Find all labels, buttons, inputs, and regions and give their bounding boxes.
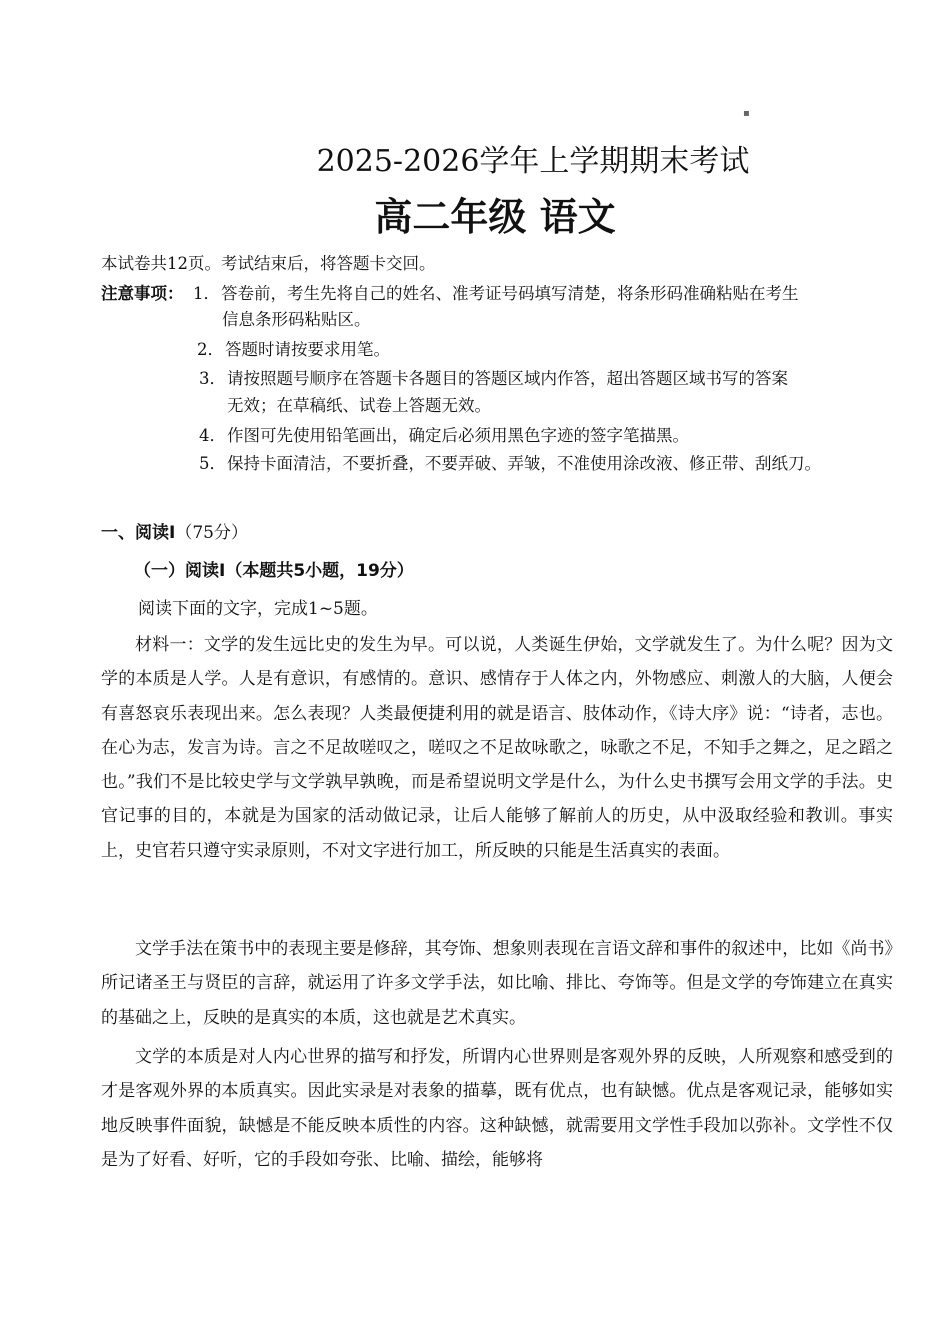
- note-item-3-cont: 无效；在草稿纸、试卷上答题无效。: [227, 396, 491, 415]
- notes-label: 注意事项：: [101, 284, 184, 303]
- paragraph-text: 材料一：文学的发生远比史的发生为早。可以说，人类诞生伊始，文学就发生了。为什么呢？因为文学的本质是人学。人是有意识，有感情的。意识、感情存于人体之内，外物感应、刺激人的大脑，人便会有喜怒哀乐表现出来。怎么表现？人类最便捷利用的就是语言、肢体动作，《诗大序》说：“诗者，志也。在心为志，发言为诗。言之不足故嗟叹之，嗟叹之不足故咏歌之，咏歌之不足，不知手之舞之，足之蹈之也。”我们不是比较史学与文学孰早孰晚，而是希望说明文学是什么，为什么史书撰写会用文学的手法。史官记事的目的，本就是为国家的活动做记录，让后人能够了解前人的历史，从中汲取经验和教训。事实上，史官若只遵守实录原则，不对文字进行加工，所反映的只能是生活真实的表面。: [101, 635, 893, 861]
- passage-paragraph-3: [101, 1040, 893, 1177]
- sub-section-heading: （一）阅读Ⅰ（本题共5小题，19分）: [134, 561, 414, 581]
- note-item-1-cont: 信息条形码粘贴区。: [222, 310, 371, 329]
- note-item-1: [193, 282, 799, 306]
- note-text: 答卷前，考生先将自己的姓名、准考证号码填写清楚，将条形码准确粘贴在考生: [221, 284, 799, 303]
- note-item-3: [199, 367, 788, 391]
- reading-instruction: 阅读下面的文字，完成1~5题。: [138, 599, 378, 619]
- note-text: 答题时请按要求用笔。: [225, 340, 390, 359]
- passage-paragraph-2: [101, 932, 893, 1035]
- exam-title: 2025-2026学年上学期期末考试: [316, 144, 750, 179]
- note-item-4: [199, 424, 689, 448]
- section-heading: [101, 520, 248, 546]
- note-num: 2．: [197, 340, 224, 359]
- subject-title: 高二年级 语文: [374, 195, 616, 239]
- dot-mark: ▪: [743, 108, 750, 119]
- note-num: 5．: [199, 454, 226, 473]
- note-item-2: [197, 338, 390, 362]
- note-num: 4．: [199, 426, 226, 445]
- section-heading-title: 一、阅读Ⅰ: [101, 523, 176, 543]
- passage-paragraph-1: [101, 628, 893, 868]
- note-item-5: [199, 452, 821, 476]
- intro-line: 本试卷共12页。考试结束后，将答题卡交回。: [101, 254, 436, 273]
- note-text: 请按照题号顺序在答题卡各题目的答题区域内作答，超出答题区域书写的答案: [227, 369, 788, 388]
- note-num: 3．: [199, 369, 226, 388]
- paragraph-text: 文学手法在策书中的表现主要是修辞，其夸饰、想象则表现在言语文辞和事件的叙述中，比如《尚书》所记诸圣王与贤臣的言辞，就运用了许多文学手法，如比喻、排比、夸饰等。但是文学的夸饰建立在真实的基础之上，反映的是真实的本质，这也就是艺术真实。: [101, 939, 893, 1028]
- section-heading-score: （75分）: [175, 523, 248, 543]
- paragraph-text: 文学的本质是对人内心世界的描写和抒发，所谓内心世界则是客观外界的反映，人所观察和感受到的才是客观外界的本质真实。因此实录是对表象的描摹，既有优点，也有缺憾。优点是客观记录，能够如实地反映事件面貌，缺憾是不能反映本质性的内容。这种缺憾，就需要用文学性手段加以弥补。文学性不仅是为了好看、好听，它的手段如夸张、比喻、描绘，能够将: [101, 1047, 893, 1170]
- note-text: 保持卡面清洁，不要折叠，不要弄破、弄皱，不准使用涂改液、修正带、刮纸刀。: [227, 454, 821, 473]
- note-text: 作图可先使用铅笔画出，确定后必须用黑色字迹的签字笔描黑。: [227, 426, 689, 445]
- note-num: 1．: [193, 284, 220, 303]
